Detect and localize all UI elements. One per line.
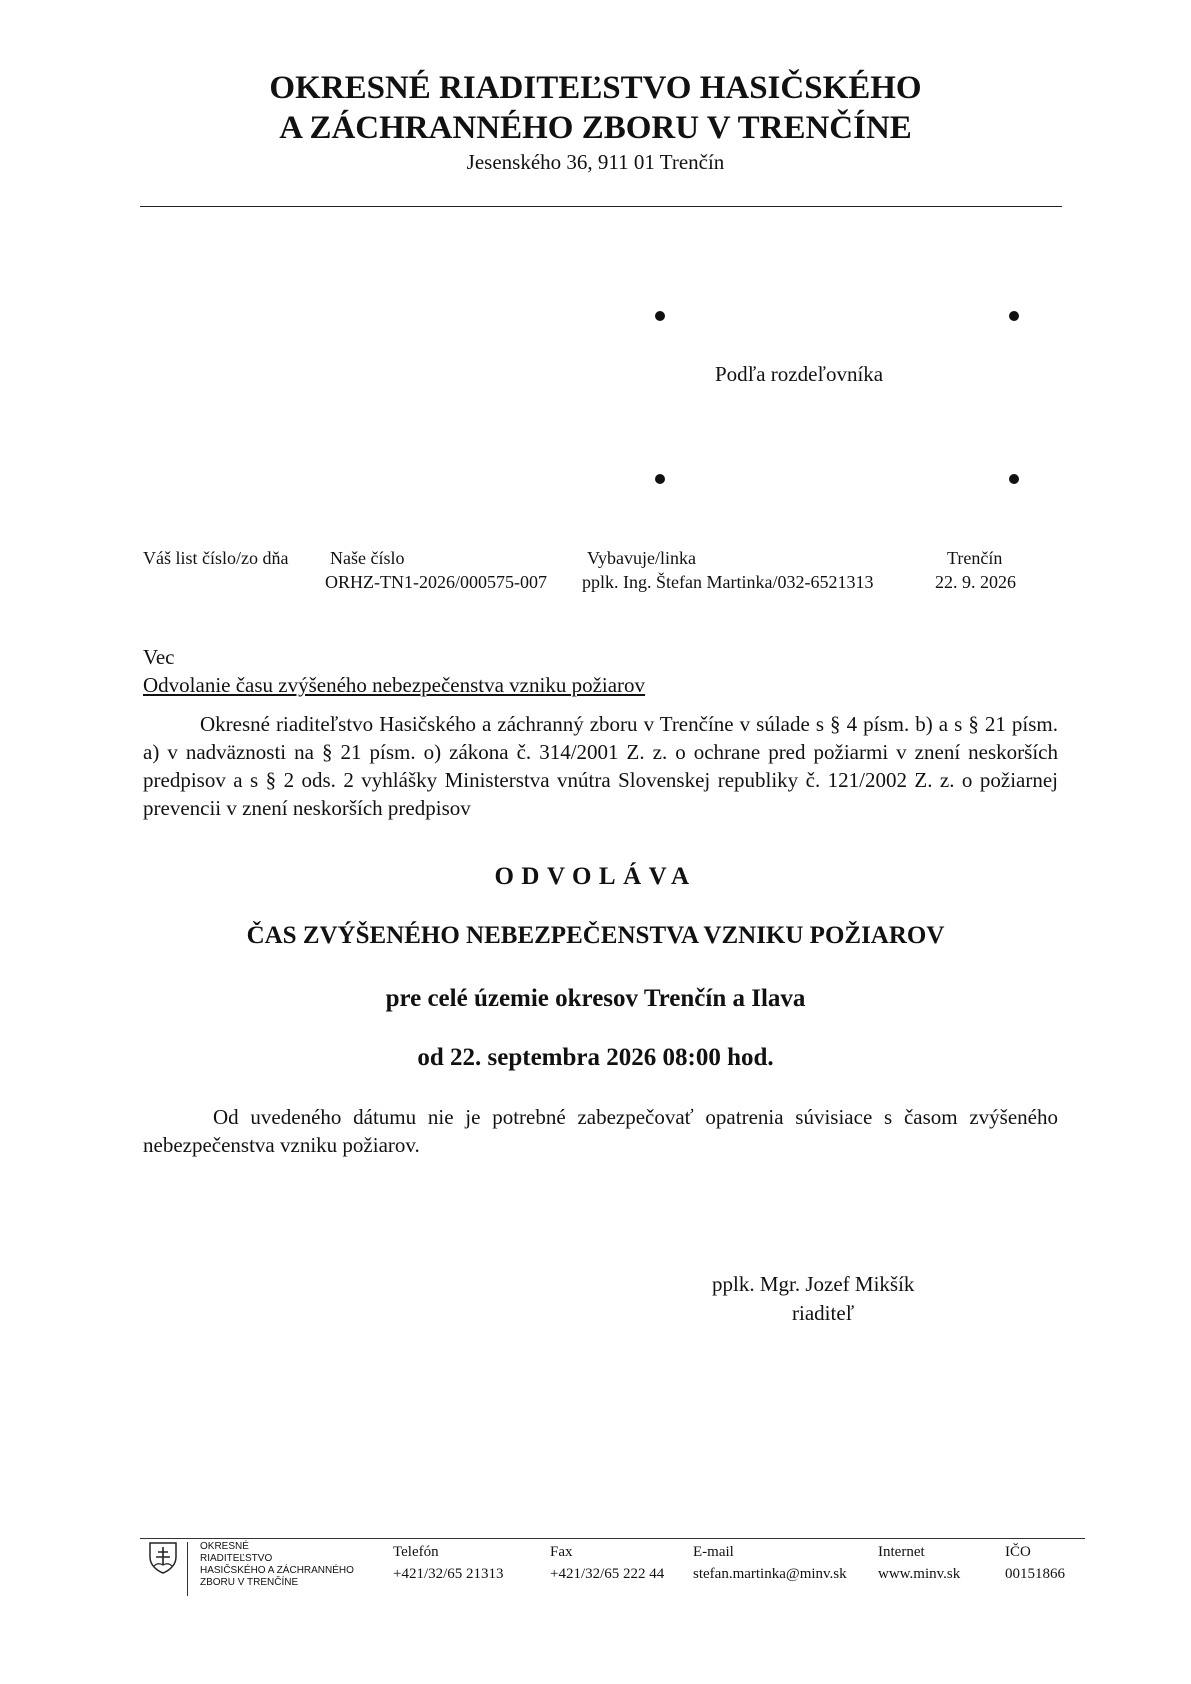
address-window-mark-bottom-left xyxy=(655,474,665,484)
handled-by-label: Vybavuje/linka xyxy=(587,548,696,568)
footer-internet-label: Internet xyxy=(878,1544,925,1560)
slovak-coat-of-arms-icon xyxy=(148,1541,178,1575)
footer-org-line-3: HASIČSKÉHO A ZÁCHRANNÉHO xyxy=(200,1565,354,1576)
area-heading: pre celé územie okresov Trenčín a Ilava xyxy=(385,985,806,1012)
organization-address: Jesenského 36, 911 01 Trenčín xyxy=(466,150,725,174)
our-number-label: Naše číslo xyxy=(330,548,405,568)
footer-phone-value: +421/32/65 21313 xyxy=(393,1566,504,1582)
footer-org-line-2: RIADITEĽSTVO xyxy=(200,1553,273,1564)
signatory-name: pplk. Mgr. Jozef Mikšík xyxy=(712,1272,915,1296)
our-number-value: ORHZ-TN1-2026/000575-007 xyxy=(325,572,547,592)
body-paragraph: Okresné riaditeľstvo Hasičského a záchranný zboru v Trenčíne v súlade s § 4 písm. b) a s § 21 písm. a) v nadväznosti na § 21 písm. o) zákona č. 314/2001 Z. z. o ochrane pred požiarmi v znení neskorších predpisov a s § 2 ods. 2 vyhlášky Ministerstva vnútra Slovenskej republiky č. 121/2002 Z. z. o požiarnej prevencii v znení neskorších predpisov xyxy=(143,712,1058,820)
footer-fax-value: +421/32/65 222 44 xyxy=(550,1566,665,1582)
footer-divider xyxy=(140,1538,1085,1539)
footer-ico-label: IČO xyxy=(1005,1544,1031,1560)
footer-phone-label: Telefón xyxy=(393,1544,439,1560)
place-label: Trenčín xyxy=(947,548,1003,568)
handled-by-value: pplk. Ing. Štefan Martinka/032-6521313 xyxy=(582,572,874,592)
your-letter-label: Váš list číslo/zo dňa xyxy=(143,548,289,568)
organization-title-line-1: OKRESNÉ RIADITEĽSTVO HASIČSKÉHO xyxy=(269,70,922,106)
address-window-mark-top-left xyxy=(655,311,665,321)
footer-org-line-4: ZBORU V TRENČÍNE xyxy=(200,1577,299,1588)
address-window-mark-top-right xyxy=(1009,311,1019,321)
footer-email-value[interactable]: stefan.martinka@minv.sk xyxy=(693,1566,847,1582)
organization-title-line-2: A ZÁCHRANNÉHO ZBORU V TRENČÍNE xyxy=(279,110,912,146)
subject-title: Odvolanie času zvýšeného nebezpečenstva vzniku požiarov xyxy=(143,673,646,697)
signatory-title: riaditeľ xyxy=(792,1301,855,1325)
date-value: 22. 9. 2026 xyxy=(935,572,1016,592)
header-divider xyxy=(140,206,1062,207)
subject-label: Vec xyxy=(143,645,175,669)
closing-paragraph: Od uvedeného dátumu nie je potrebné zabezpečovať opatrenia súvisiace s časom zvýšeného nebezpečenstva vzniku požiarov. xyxy=(143,1105,1058,1157)
footer-vertical-divider xyxy=(187,1542,188,1596)
footer-org-line-1: OKRESNÉ xyxy=(200,1541,249,1552)
action-heading: ODVOLÁVA xyxy=(494,863,697,890)
footer-internet-value[interactable]: www.minv.sk xyxy=(878,1566,961,1582)
footer-ico-value: 00151866 xyxy=(1005,1566,1065,1582)
decision-heading: ČAS ZVÝŠENÉHO NEBEZPEČENSTVA VZNIKU POŽIAROV xyxy=(246,922,945,949)
footer-fax-label: Fax xyxy=(550,1544,573,1560)
effective-date-heading: od 22. septembra 2026 08:00 hod. xyxy=(417,1044,774,1071)
recipient: Podľa rozdeľovníka xyxy=(715,362,884,386)
address-window-mark-bottom-right xyxy=(1009,474,1019,484)
organization-title xyxy=(0,68,1191,148)
footer-organization xyxy=(200,1541,354,1589)
footer-email-label: E-mail xyxy=(693,1544,734,1560)
